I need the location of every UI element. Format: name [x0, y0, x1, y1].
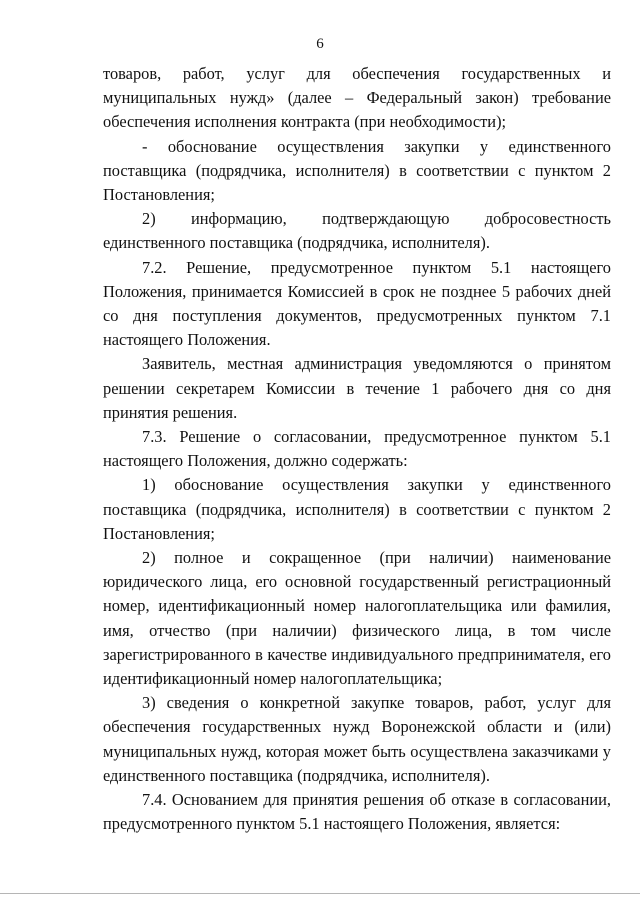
- paragraph: Заявитель, местная администрация уведомляются о принятом решении секретарем Комиссии в течение 1 рабочего дня со дня принятия решения.: [103, 354, 611, 422]
- paragraph: 7.2. Решение, предусмотренное пунктом 5.1 настоящего Положения, принимается Комиссией в срок не позднее 5 рабочих дней со дня поступления документов, предусмотренных пунктом 7.1 настоящего Положения.: [103, 257, 611, 350]
- paragraph: 7.3. Решение о согласовании, предусмотренное пунктом 5.1 настоящего Положения, должно содержать:: [103, 427, 611, 471]
- paragraph: 1) обоснование осуществления закупки у единственного поставщика (подрядчика, исполнителя) в соответствии с пунктом 2 Постановления;: [103, 475, 611, 543]
- page-number: 6: [316, 36, 324, 52]
- paragraph: 2) полное и сокращенное (при наличии) наименование юридического лица, его основной государственный регистрационный номер, идентификационный номер налогоплательщика или фамилия, имя, отчество (при наличии) физического лица, в том числе зарегистрированного в качестве индивидуального предпринимателя, его идентификационный номер налогоплательщика;: [103, 548, 611, 689]
- paragraph: 3) сведения о конкретной закупке товаров, работ, услуг для обеспечения государственных нужд Воронежской области и (или) муниципальных нужд, которая может быть осуществлена заказчиками у единственного поставщика (подрядчика, исполнителя).: [103, 693, 611, 785]
- paragraph: товаров, работ, услуг для обеспечения государственных и муниципальных нужд» (далее – Федеральный закон) требование обеспечения исполнения контракта (при необходимости);: [103, 64, 611, 132]
- document-body: [103, 62, 611, 837]
- page-bottom-edge: [0, 893, 640, 894]
- paragraph: 7.4. Основанием для принятия решения об отказе в согласовании, предусмотренного пунктом 5.1 настоящего Положения, является:: [103, 790, 611, 834]
- paragraph: 2) информацию, подтверждающую добросовестность единственного поставщика (подрядчика, исполнителя).: [103, 209, 611, 253]
- paragraph: - обоснование осуществления закупки у единственного поставщика (подрядчика, исполнителя) в соответствии с пунктом 2 Постановления;: [103, 136, 611, 205]
